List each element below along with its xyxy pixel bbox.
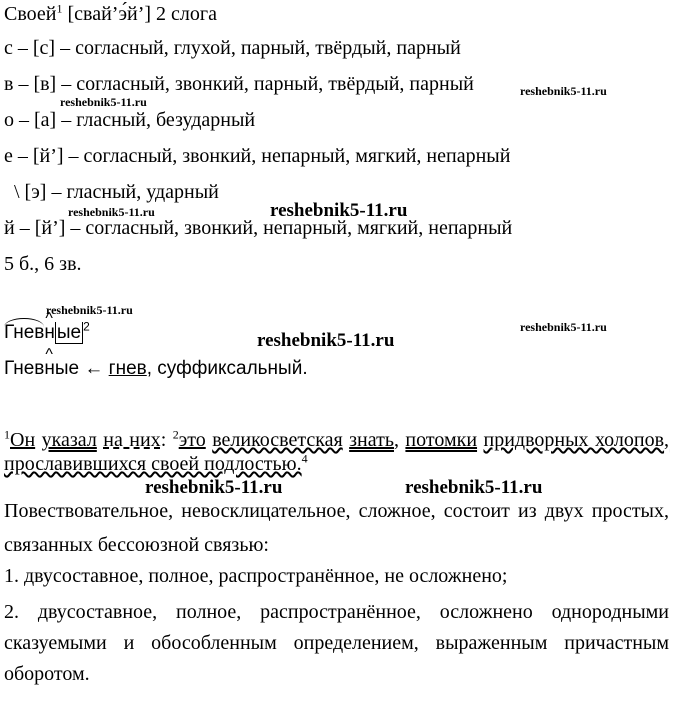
participle-phrase: , прославившихся своей подлостью.: [4, 429, 670, 475]
deriv-root: Гнев: [4, 358, 45, 379]
watermark-7: reshebnik5-11.ru: [520, 320, 607, 334]
phonetic-line-o: о – [а] – гласный, безударный: [4, 109, 256, 131]
attribute-3: придворных холопов: [483, 429, 665, 451]
subject-1: Он: [10, 429, 36, 451]
watermark-2: reshebnik5-11.ru: [520, 84, 607, 98]
phonetic-line-e: е – [й’] – согласный, звонкий, непарный, мягкий, непарный: [4, 145, 511, 167]
clause-1-mark: 1: [4, 427, 10, 442]
predicate-2b: потомки: [405, 429, 478, 451]
derivation-line: [4, 358, 308, 381]
clause-2-mark: 2: [172, 427, 179, 442]
deriv-base: гнев: [108, 358, 147, 379]
object-1: на них: [103, 429, 161, 451]
deriv-suffix: ^ н: [44, 358, 55, 379]
analyzed-sentence: [4, 428, 669, 476]
watermark-3: reshebnik5-11.ru: [68, 205, 155, 219]
watermark-5: reshebnik5-11.ru: [46, 303, 133, 317]
attribute-2: великосветская: [212, 429, 343, 451]
clause-1-characteristic: 1. двусоставное, полное, распространённое, не осложнено;: [4, 565, 508, 587]
colon: :: [160, 429, 173, 451]
phonetic-header: [4, 2, 217, 26]
subject-2: это: [178, 429, 206, 451]
clause-2-characteristic: 2. двусоставное, полное, распространённое, осложнено однородными сказуемыми и обособленным определением, выраженным причастным оборотом.: [4, 601, 669, 685]
suffix: ^ н: [44, 322, 55, 343]
watermark-6: reshebnik5-11.ru: [257, 330, 395, 351]
footnote-1: 1: [56, 1, 63, 16]
predicate-2a: знать: [349, 429, 394, 451]
sentence-characteristic: Повествовательное, невосклицательное, сложное, состоит из двух простых, связанных бессоюзной связью:: [4, 500, 669, 556]
watermark-1: reshebnik5-11.ru: [60, 95, 147, 109]
deriv-type: , суффиксальный.: [146, 358, 308, 379]
phonetic-line-y: й – [й’] – согласный, звонкий, непарный, мягкий, непарный: [4, 217, 513, 239]
morpheme-analysis: [4, 319, 90, 345]
root: Гнев: [4, 322, 45, 343]
phonetic-summary: 5 б., 6 зв.: [4, 253, 82, 275]
watermark-8: reshebnik5-11.ru: [145, 477, 283, 498]
phonetic-line-v: в – [в] – согласный, звонкий, парный, твёрдый, парный: [4, 73, 474, 95]
watermark-9: reshebnik5-11.ru: [405, 477, 543, 498]
analyzed-word: Своей: [4, 3, 57, 25]
footnote-2: 2: [83, 319, 90, 334]
predicate-1: указал: [41, 429, 97, 451]
watermark-4: reshebnik5-11.ru: [270, 200, 408, 221]
footnote-4: 4: [301, 451, 308, 466]
deriv-ending: ые ←: [54, 358, 109, 379]
transcription: [свай’э́й’] 2 слога: [62, 3, 217, 25]
phonetic-line-s: с – [с] – согласный, глухой, парный, твёрдый, парный: [4, 37, 461, 59]
phonetic-line-e2: \ [э] – гласный, ударный: [14, 181, 219, 203]
comma-1: ,: [393, 429, 406, 451]
ending: ые: [56, 322, 82, 343]
